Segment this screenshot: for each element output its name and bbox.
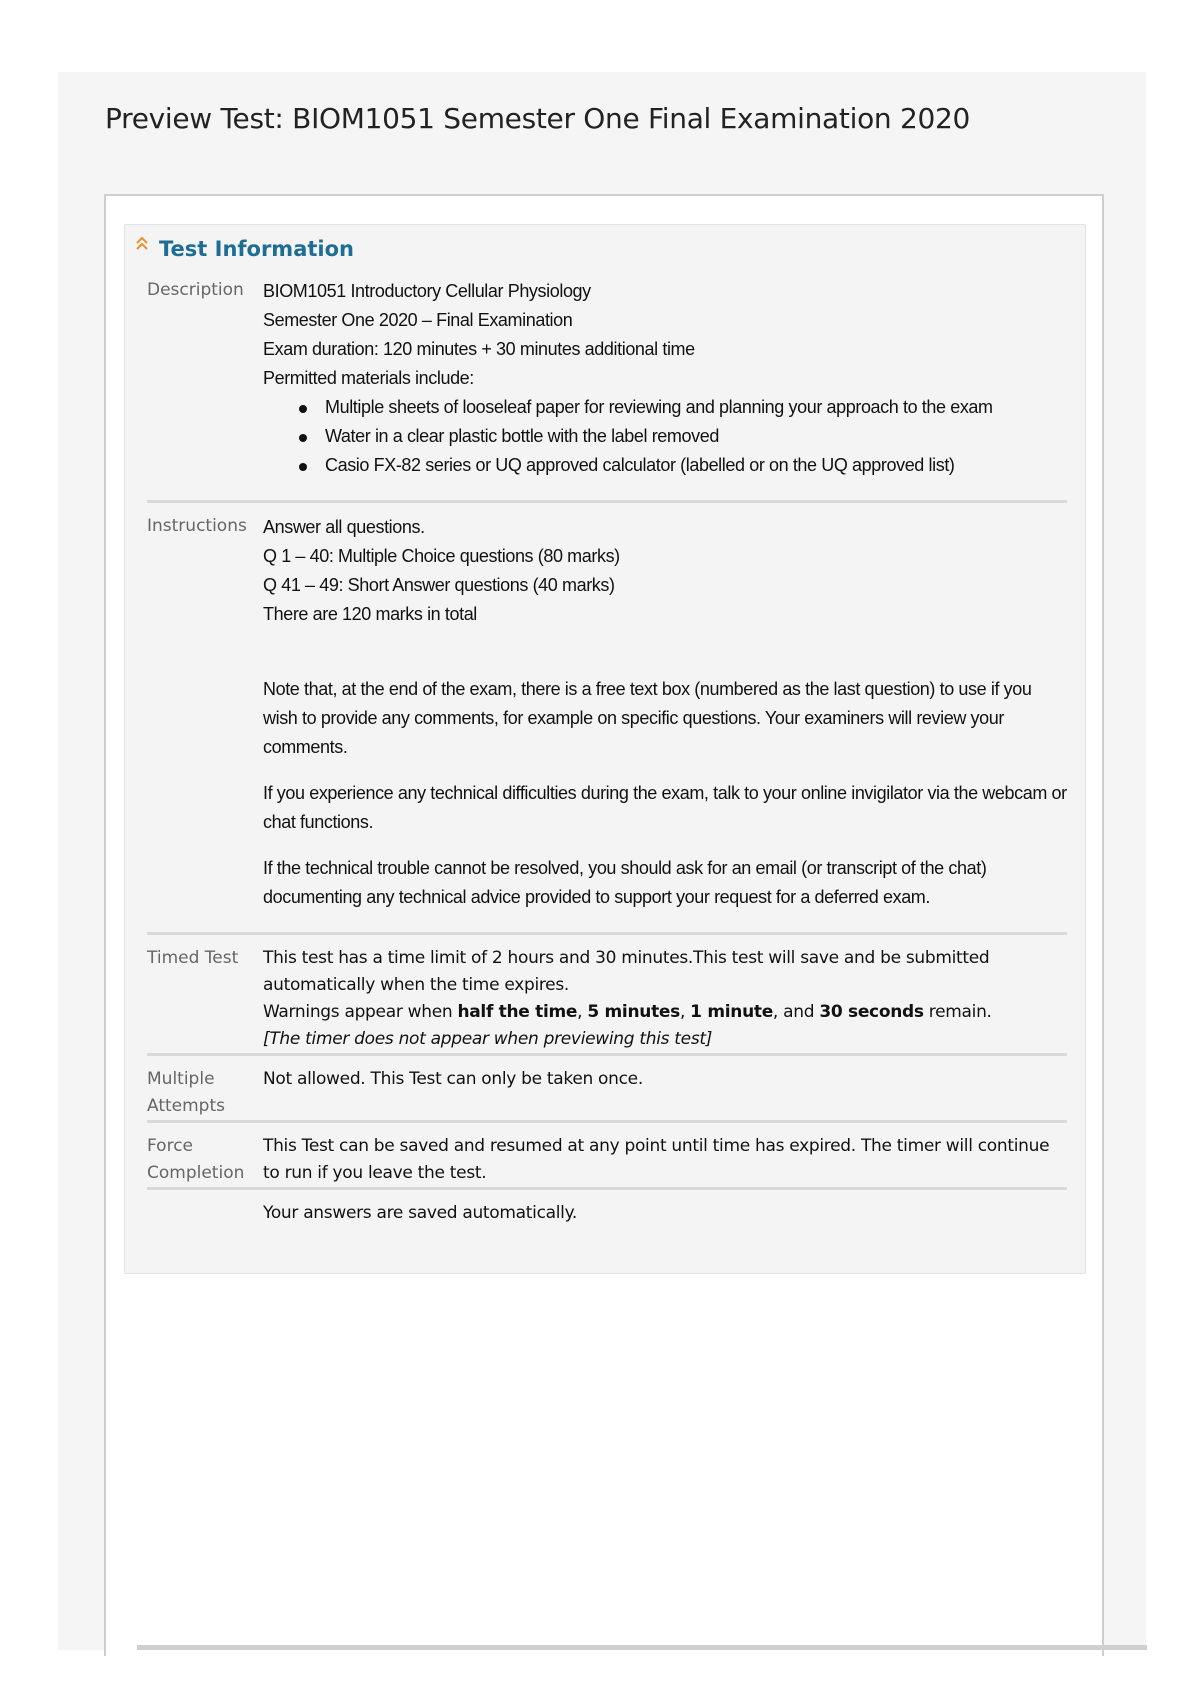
page-container (58, 72, 1146, 1650)
description-row (147, 277, 1067, 502)
label-line: Multiple (147, 1069, 215, 1089)
label-line: Force (147, 1136, 193, 1156)
timer-preview-note: [The timer does not appear when previewing this test] (263, 1029, 713, 1049)
separator: , (679, 1002, 691, 1022)
warning-half-time: half the time (457, 1002, 578, 1022)
permitted-materials-list (263, 393, 1067, 480)
autosave-row (147, 1189, 1067, 1228)
warnings-prefix: Warnings appear when (263, 1002, 458, 1022)
description-line: BIOM1051 Introductory Cellular Physiology (263, 281, 591, 301)
page-title: Preview Test: BIOM1051 Semester One Final Examination 2020 (105, 102, 971, 135)
timed-test-warnings (263, 999, 1067, 1026)
timed-test-row (147, 934, 1067, 1055)
list-item: Water in a clear plastic bottle with the label removed (325, 422, 1067, 451)
timed-test-text: This test has a time limit of 2 hours and 30 minutes.This test will save and be submitted automatically when the time expires. (263, 948, 990, 995)
description-line: Permitted materials include: (263, 368, 474, 388)
instructions-row (147, 502, 1067, 934)
multiple-attempts-value: Not allowed. This Test can only be taken once. (263, 1055, 1067, 1122)
timed-test-label: Timed Test (147, 934, 263, 1055)
description-value (263, 277, 1067, 502)
list-item: Multiple sheets of looseleaf paper for reviewing and planning your approach to the exam (325, 393, 1067, 422)
description-line: Exam duration: 120 minutes + 30 minutes additional time (263, 339, 695, 359)
force-completion-value: This Test can be saved and resumed at any point until time has expired. The timer will continue to run if you leave the test. (263, 1122, 1067, 1189)
instructions-paragraph: If you experience any technical difficulties during the exam, talk to your online invigilator via the webcam or chat functions. (263, 783, 1067, 832)
multiple-attempts-label (147, 1055, 263, 1122)
warning-30-seconds: 30 seconds (819, 1002, 924, 1022)
description-line: Semester One 2020 – Final Examination (263, 310, 573, 330)
instructions-paragraph: Note that, at the end of the exam, there is a free text box (numbered as the last question) to use if you wish to provide any comments, for example on specific questions. Your examiners will review your comments. (263, 679, 1032, 757)
description-label: Description (147, 277, 263, 502)
spacer (263, 629, 1067, 675)
timed-test-value (263, 934, 1067, 1055)
panel-title: Test Information (159, 237, 354, 261)
separator: , (577, 1002, 588, 1022)
multiple-attempts-row (147, 1055, 1067, 1122)
separator: , and (772, 1002, 820, 1022)
instructions-line: There are 120 marks in total (263, 604, 477, 624)
autosave-value: Your answers are saved automatically. (263, 1203, 578, 1223)
warning-1-minute: 1 minute (690, 1002, 773, 1022)
instructions-line: Q 41 – 49: Short Answer questions (40 marks) (263, 575, 615, 595)
warnings-suffix: remain. (923, 1002, 992, 1022)
autosave-label (147, 1189, 263, 1228)
test-info-table (147, 277, 1067, 1227)
test-information-panel (124, 224, 1086, 1274)
instructions-line: Q 1 – 40: Multiple Choice questions (80 marks) (263, 546, 620, 566)
warning-5-minutes: 5 minutes (587, 1002, 680, 1022)
horizontal-scrollbar[interactable] (137, 1645, 1147, 1650)
list-item: Casio FX-82 series or UQ approved calculator (labelled or on the UQ approved list) (325, 451, 1067, 480)
force-completion-row (147, 1122, 1067, 1189)
force-completion-label (147, 1122, 263, 1189)
label-line: Completion (147, 1163, 245, 1183)
instructions-label: Instructions (147, 502, 263, 934)
label-line: Attempts (147, 1096, 225, 1116)
double-chevron-up-icon[interactable] (135, 235, 149, 251)
panel-header[interactable] (135, 237, 354, 261)
instructions-paragraph: If the technical trouble cannot be resolved, you should ask for an email (or transcript of the chat) documenting any technical advice provided to support your request for a deferred exam. (263, 858, 987, 907)
instructions-value (263, 502, 1067, 934)
instructions-line: Answer all questions. (263, 517, 425, 537)
content-frame (104, 194, 1104, 1656)
